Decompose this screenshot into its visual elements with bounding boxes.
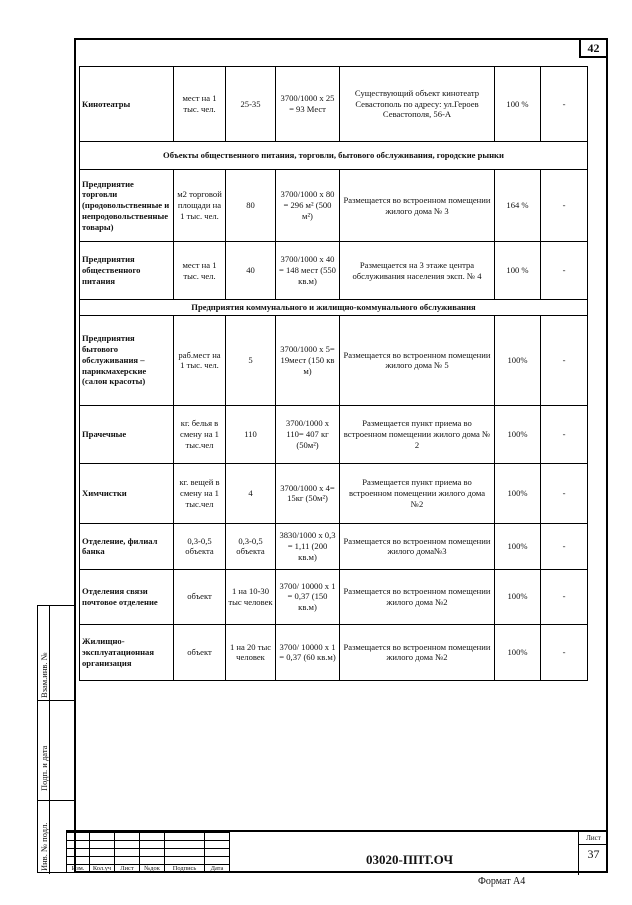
row-calc: 3700/1000 x 25 = 93 Мест bbox=[276, 67, 340, 142]
row-name: Прачечные bbox=[80, 405, 174, 463]
row-percent: 100% bbox=[495, 405, 541, 463]
row-norm: 1 на 20 тыс человек bbox=[226, 624, 276, 680]
sheet-label: Лист bbox=[579, 834, 608, 845]
row-note: - bbox=[541, 170, 588, 242]
table-row bbox=[80, 67, 588, 142]
row-unit: 0,3-0,5 объекта bbox=[174, 523, 226, 569]
row-unit: объект bbox=[174, 569, 226, 624]
row-name: Отделение, филиал банка bbox=[80, 523, 174, 569]
table-row bbox=[80, 624, 588, 680]
row-placement: Размещается во встроенном помещении жилого дома№3 bbox=[340, 523, 495, 569]
row-calc: 3700/ 10000 x 1 = 0,37 (60 кв.м) bbox=[276, 624, 340, 680]
row-percent: 100 % bbox=[495, 67, 541, 142]
row-name: Предприятия бытового обслуживания – парикмахерские (салон красоты) bbox=[80, 315, 174, 405]
row-placement: Существующий объект кинотеатр Севастополь по адресу: ул.Героев Севастополя, 56-А bbox=[340, 67, 495, 142]
row-name: Предприятия общественного питания bbox=[80, 242, 174, 300]
row-unit: м2 торговой площади на 1 тыс. чел. bbox=[174, 170, 226, 242]
col-data: Дата bbox=[205, 865, 230, 873]
row-calc: 3700/1000 x 40 = 148 мест (550 кв.м) bbox=[276, 242, 340, 300]
row-calc: 3700/ 10000 x 1 = 0,37 (150 кв.м) bbox=[276, 569, 340, 624]
row-note: - bbox=[541, 523, 588, 569]
table-row bbox=[80, 405, 588, 463]
table-row bbox=[80, 242, 588, 300]
facilities-table bbox=[79, 66, 588, 681]
row-norm: 25-35 bbox=[226, 67, 276, 142]
row-note: - bbox=[541, 405, 588, 463]
title-block bbox=[66, 830, 608, 873]
label-podp-data: Подп. и дата bbox=[39, 745, 49, 791]
row-note: - bbox=[541, 569, 588, 624]
row-unit: мест на 1 тыс. чел. bbox=[174, 67, 226, 142]
row-percent: 100% bbox=[495, 569, 541, 624]
section-title: Предприятия коммунального и жилищно-коммунального обслуживания bbox=[80, 300, 588, 316]
row-name: Отделения связи почтовое отделение bbox=[80, 569, 174, 624]
label-vzam-inv: Взам.инв. № bbox=[39, 652, 49, 698]
row-norm: 110 bbox=[226, 405, 276, 463]
row-calc: 3700/1000 x 5= 19мест (150 кв м) bbox=[276, 315, 340, 405]
row-percent: 100% bbox=[495, 523, 541, 569]
row-name: Жилищно-эксплуатационная организация bbox=[80, 624, 174, 680]
document-code: 03020-ППТ.ОЧ bbox=[366, 852, 454, 867]
col-list: Лист bbox=[115, 865, 140, 873]
row-percent: 100 % bbox=[495, 242, 541, 300]
row-note: - bbox=[541, 315, 588, 405]
page-number: 42 bbox=[579, 38, 608, 58]
row-percent: 164 % bbox=[495, 170, 541, 242]
col-ndok: №док bbox=[140, 865, 165, 873]
row-placement: Размещается во встроенном помещении жилого дома №2 bbox=[340, 569, 495, 624]
row-norm: 40 bbox=[226, 242, 276, 300]
col-kol: Кол.уч bbox=[90, 865, 115, 873]
format-label: Формат А4 bbox=[478, 876, 526, 887]
row-norm: 80 bbox=[226, 170, 276, 242]
row-placement: Размещается пункт приема во встроенном помещении жилого дома № 2 bbox=[340, 405, 495, 463]
row-name: Кинотеатры bbox=[80, 67, 174, 142]
row-calc: 3700/1000 x 80 = 296 м² (500 м²) bbox=[276, 170, 340, 242]
table-row bbox=[80, 170, 588, 242]
row-calc: 3830/1000 x 0,3 = 1,11 (200 кв.м) bbox=[276, 523, 340, 569]
section-title: Объекты общественного питания, торговли, бытового обслуживания, городские рынки bbox=[80, 142, 588, 170]
row-placement: Размещается во встроенном помещении жилого дома №2 bbox=[340, 624, 495, 680]
row-placement: Размещается пункт приема во встроенном помещении жилого дома №2 bbox=[340, 463, 495, 523]
row-calc: 3700/1000 x 4= 15кг (50м²) bbox=[276, 463, 340, 523]
col-podpis: Подпись bbox=[165, 865, 205, 873]
row-unit: раб.мест на 1 тыс. чел. bbox=[174, 315, 226, 405]
row-note: - bbox=[541, 463, 588, 523]
row-percent: 100% bbox=[495, 463, 541, 523]
table-row bbox=[80, 463, 588, 523]
row-calc: 3700/1000 x 110= 407 кг (50м²) bbox=[276, 405, 340, 463]
row-note: - bbox=[541, 624, 588, 680]
row-unit: кг. белья в смену на 1 тыс.чел bbox=[174, 405, 226, 463]
row-name: Предприятие торговли (продовольственные и непродовольственные товары) bbox=[80, 170, 174, 242]
row-placement: Размещается во встроенном помещении жилого дома № 3 bbox=[340, 170, 495, 242]
row-unit: кг. вещей в смену на 1 тыс.чел bbox=[174, 463, 226, 523]
section-header-row bbox=[80, 300, 588, 316]
row-placement: Размещается во встроенном помещении жилого дома № 5 bbox=[340, 315, 495, 405]
col-izm: Изм. bbox=[67, 865, 90, 873]
row-unit: мест на 1 тыс. чел. bbox=[174, 242, 226, 300]
row-norm: 0,3-0,5 объекта bbox=[226, 523, 276, 569]
row-name: Химчистки bbox=[80, 463, 174, 523]
row-norm: 5 bbox=[226, 315, 276, 405]
row-norm: 4 bbox=[226, 463, 276, 523]
section-header-row bbox=[80, 142, 588, 170]
table-row bbox=[80, 315, 588, 405]
row-note: - bbox=[541, 242, 588, 300]
row-note: - bbox=[541, 67, 588, 142]
row-unit: объект bbox=[174, 624, 226, 680]
title-block-grid bbox=[66, 832, 230, 873]
table-row bbox=[80, 569, 588, 624]
label-inv-podl: Инв. № подл. bbox=[39, 822, 49, 871]
row-norm: 1 на 10-30 тыс человек bbox=[226, 569, 276, 624]
sheet-number: 37 bbox=[587, 847, 600, 861]
row-percent: 100% bbox=[495, 315, 541, 405]
sheet-box bbox=[578, 832, 608, 875]
row-percent: 100% bbox=[495, 624, 541, 680]
row-placement: Размещается на 3 этаже центра обслуживания населения эксп. № 4 bbox=[340, 242, 495, 300]
table-row bbox=[80, 523, 588, 569]
